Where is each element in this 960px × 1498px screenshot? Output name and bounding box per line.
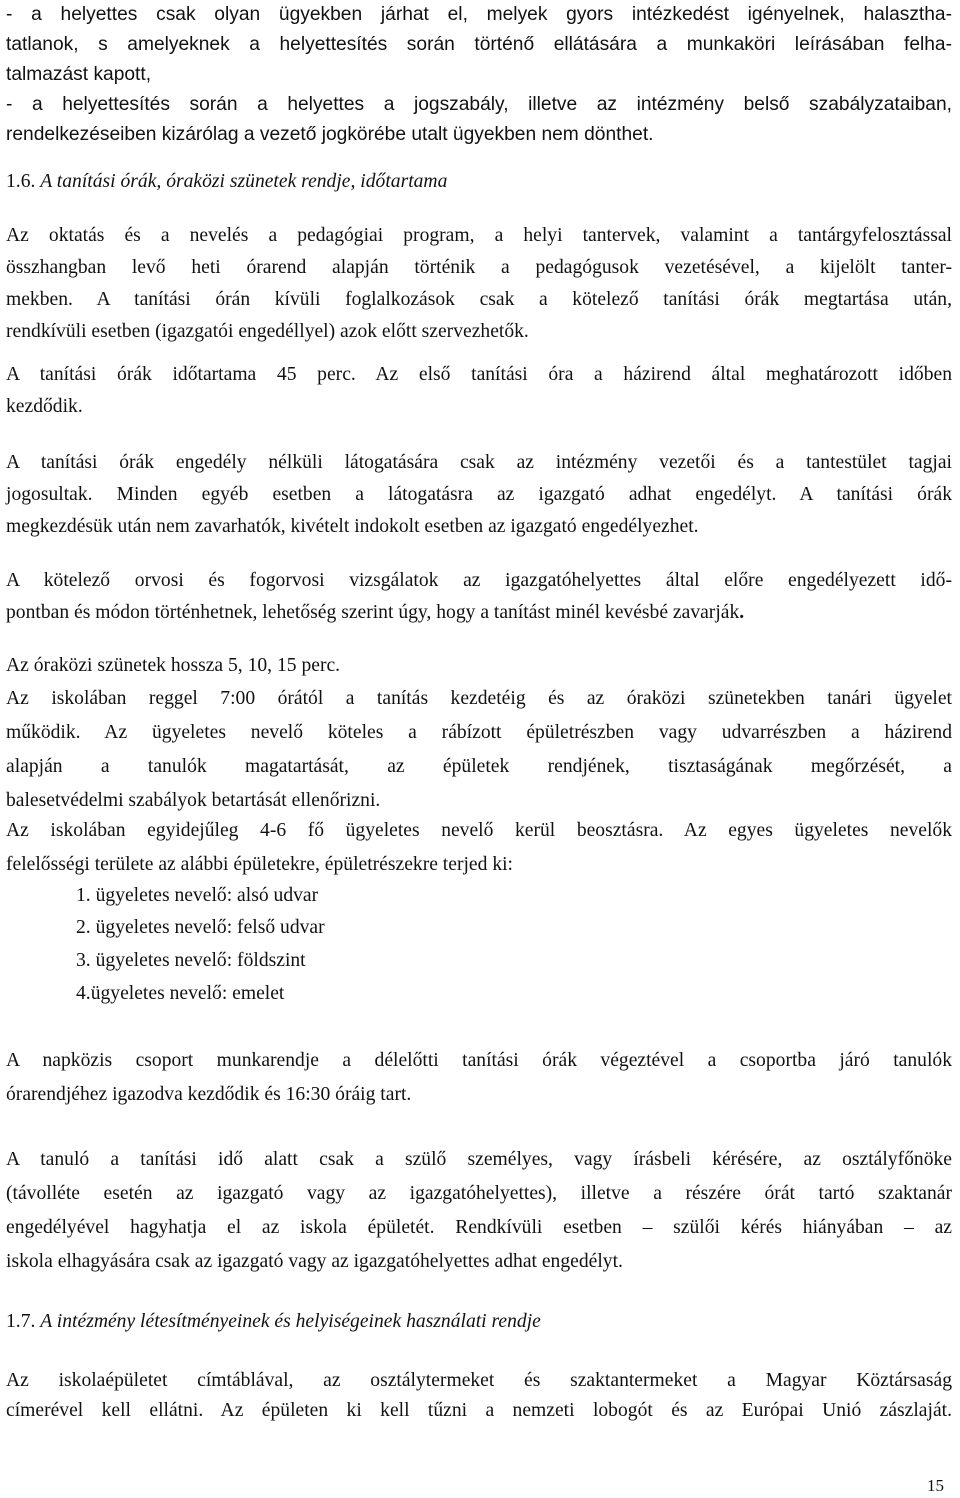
paragraph: [6, 1366, 952, 1426]
paragraph-line: iskola elhagyására csak az igazgató vagy az igazgatóhelyettes adhat engedélyt.: [6, 1251, 623, 1272]
list-item-line: - a helyettesítés során a helyettes a jogszabály, illetve az intézmény belső szabályzataiban,: [6, 94, 952, 115]
paragraph-line: balesetvédelmi szabályok betartását ellenőrizni.: [6, 790, 381, 811]
paragraph: [6, 682, 952, 818]
paragraph: [6, 1143, 952, 1279]
paragraph-line: (távolléte esetén az igazgató vagy az igazgatóhelyettes), illetve a részére órát tartó szaktanár: [6, 1183, 952, 1204]
paragraph-line: A napközis csoport munkarendje a délelőtti tanítási órák végeztével a csoportba járó tanulók: [6, 1050, 952, 1071]
paragraph-line: rendkívüli esetben (igazgatói engedéllyel) azok előtt szervezhetők.: [6, 321, 529, 342]
top-list: [6, 0, 952, 150]
list-item: 4.ügyeletes nevelő: emelet: [76, 983, 285, 1004]
page-number: 15: [927, 1476, 944, 1495]
paragraph-line: mekben. A tanítási órán kívüli foglalkozások csak a kötelező tanítási órák megtartása után,: [6, 289, 952, 310]
paragraph-line: megkezdésük után nem zavarhatók, kivételt indokolt esetben az igazgató engedélyezhet.: [6, 516, 699, 537]
paragraph-line: Az iskolában reggel 7:00 órától a tanítás kezdetéig és az óraközi szünetekben tanári ügyelet: [6, 688, 952, 709]
paragraph-line: Az óraközi szünetek hossza 5, 10, 15 perc.: [6, 655, 341, 676]
paragraph: [6, 220, 952, 348]
paragraph-line: A tanuló a tanítási idő alatt csak a szülő személyes, vagy írásbeli kérésére, az osztályfőnöke: [6, 1149, 952, 1170]
paragraph-line: engedélyével hagyhatja el az iskola épületét. Rendkívüli esetben – szülői kérés hiányában – az: [6, 1217, 952, 1238]
paragraph-line: címerével kell ellátni. Az épületen ki kell tűzni a nemzeti lobogót és az Európai Unió zászlaját.: [6, 1400, 952, 1421]
list-item-line: rendelkezéseiben kizárólag a vezető jogkörébe utalt ügyekben nem dönthet.: [6, 124, 654, 145]
section-heading-1-6: [6, 166, 952, 198]
paragraph-line: működik. Az ügyeletes nevelő köteles a rábízott épületrészben vagy udvarrészben a házirend: [6, 722, 952, 743]
paragraph-line: alapján a tanulók magatartását, az épületek rendjének, tisztaságának megőrzését, a: [6, 756, 952, 777]
list-item-line: - a helyettes csak olyan ügyekben járhat el, melyek gyors intézkedést igényelnek, halasztha-: [6, 4, 952, 25]
list-item-line: talmazást kapott,: [6, 64, 152, 85]
paragraph-line: felelősségi területe az alábbi épületekre, épületrészekre terjed ki:: [6, 854, 513, 875]
section-title: A intézmény létesítményeinek és helyiségeinek használati rendje: [40, 1311, 541, 1332]
section-number: 1.6.: [6, 171, 36, 192]
section-heading-1-7: [6, 1306, 952, 1338]
paragraph: [6, 650, 952, 682]
paragraph: [6, 359, 952, 423]
paragraph-line: kezdődik.: [6, 396, 83, 417]
section-number: 1.7.: [6, 1311, 36, 1332]
paragraph: [6, 814, 952, 882]
paragraph: [6, 565, 952, 629]
paragraph-line: órarendjéhez igazodva kezdődik és 16:30 óráig tart.: [6, 1084, 412, 1105]
paragraph: [6, 447, 952, 543]
bold-period: .: [739, 602, 745, 623]
list-item: 1. ügyeletes nevelő: alsó udvar: [76, 885, 319, 906]
paragraph: [6, 1044, 952, 1112]
section-title: A tanítási órák, óraközi szünetek rendje, időtartama: [40, 171, 448, 192]
paragraph-line: A tanítási órák időtartama 45 perc. Az első tanítási óra a házirend által meghatározott időben: [6, 364, 952, 385]
paragraph-line: A tanítási órák engedély nélküli látogatására csak az intézmény vezetői és a tantestület tagjai: [6, 452, 952, 473]
list-item: 2. ügyeletes nevelő: felső udvar: [76, 917, 325, 938]
list-item-line: tatlanok, s amelyeknek a helyettesítés során történő ellátására a munkaköri leírásában felha-: [6, 34, 952, 55]
paragraph-text: pontban és módon történhetnek, lehetőség szerint úgy, hogy a tanítást minél kevésbé zavarják: [6, 602, 740, 623]
paragraph-line: Az iskolában egyidejűleg 4-6 fő ügyeletes nevelő kerül beosztásra. Az egyes ügyeletes nevelők: [6, 820, 952, 841]
list-item: 3. ügyeletes nevelő: földszint: [76, 950, 306, 971]
paragraph-line: [6, 597, 952, 629]
paragraph-line: jogosultak. Minden egyéb esetben a látogatásra az igazgató adhat engedélyt. A tanítási órák: [6, 484, 952, 505]
paragraph-line: Az oktatás és a nevelés a pedagógiai program, a helyi tantervek, valamint a tantárgyfelosztással: [6, 225, 952, 246]
paragraph-line: Az iskolaépületet címtáblával, az osztálytermeket és szaktantermeket a Magyar Köztársaság: [6, 1370, 952, 1391]
paragraph-line: A kötelező orvosi és fogorvosi vizsgálatok az igazgatóhelyettes által előre engedélyezett idő-: [6, 570, 952, 591]
paragraph-line: összhangban levő heti órarend alapján történik a pedagógusok vezetésével, a kijelölt tanter-: [6, 257, 952, 278]
